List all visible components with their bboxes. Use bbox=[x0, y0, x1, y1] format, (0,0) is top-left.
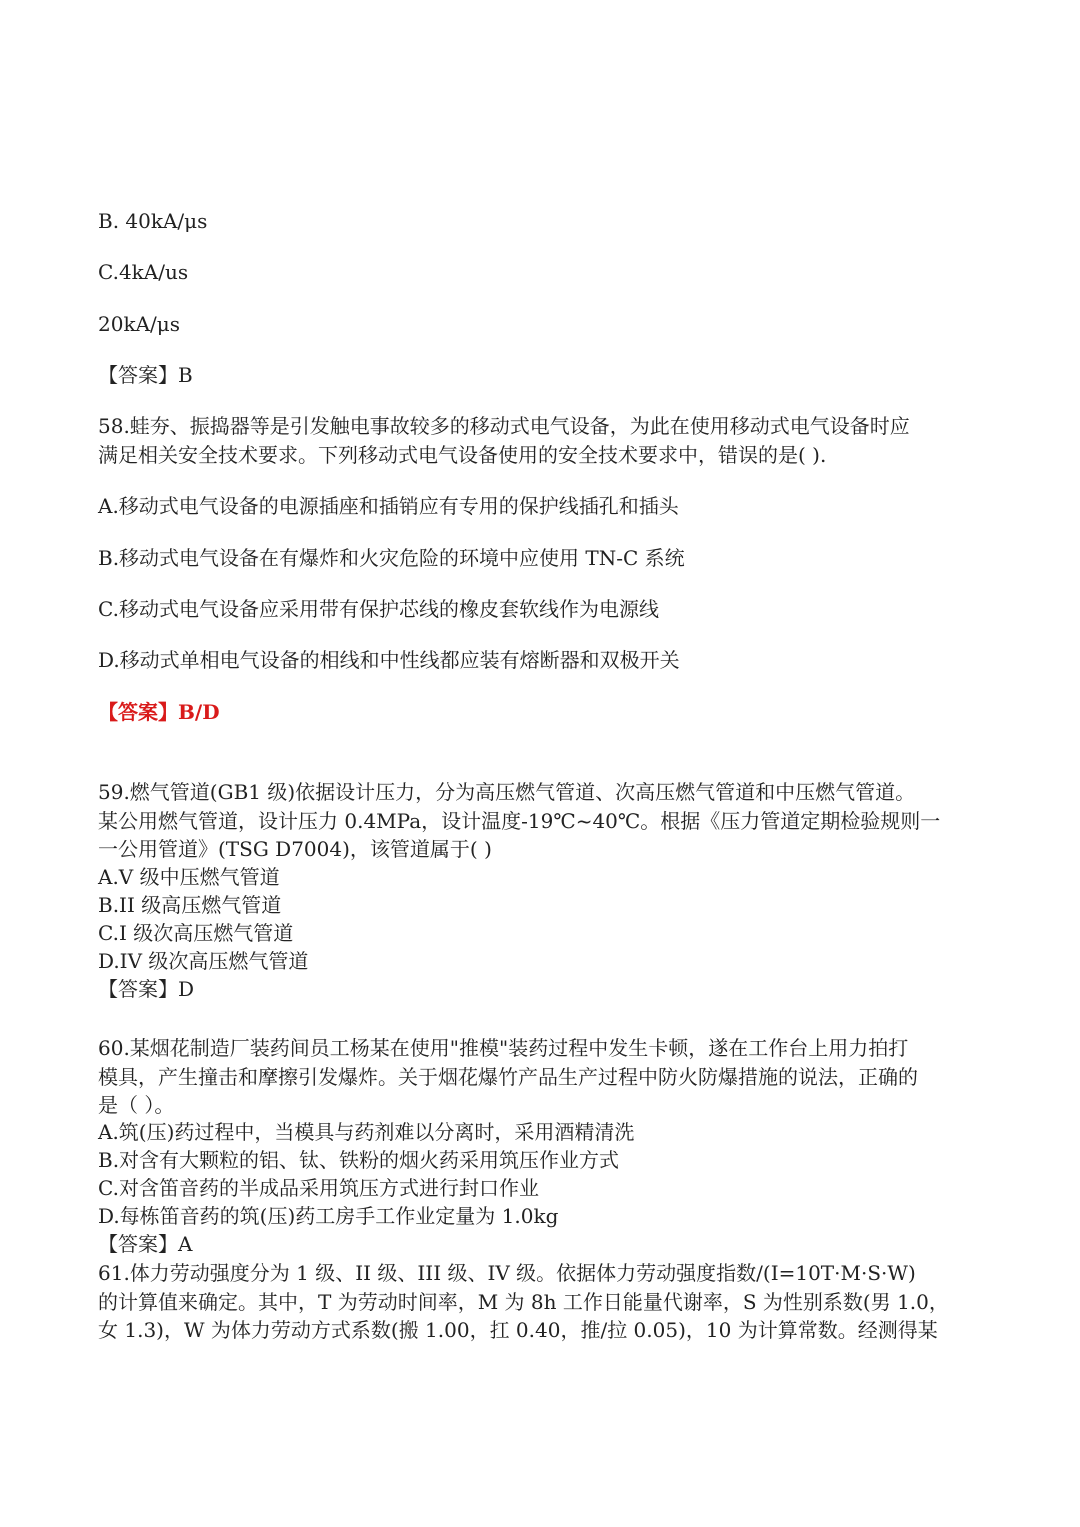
q57-option-c: C.4kA/us bbox=[98, 260, 189, 284]
q59-option-b: B.II 级高压燃气管道 bbox=[98, 893, 282, 917]
q60-answer: 【答案】A bbox=[98, 1232, 193, 1256]
q61-stem-line1: 61.体力劳动强度分为 1 级、II 级、III 级、IV 级。依据体力劳动强度指数/(I=10T·M·S·W) bbox=[98, 1261, 916, 1285]
q60-option-a: A.筑(压)药过程中，当模具与药剂难以分离时，采用酒精清洗 bbox=[98, 1120, 635, 1144]
q60-stem-line1: 60.某烟花制造厂装药间员工杨某在使用"推模"装药过程中发生卡顿，遂在工作台上用力拍打 bbox=[98, 1036, 909, 1060]
q59-stem-line1: 59.燃气管道(GB1 级)依据设计压力，分为高压燃气管道、次高压燃气管道和中压燃气管道。 bbox=[98, 780, 916, 804]
q60-option-d: D.每栋笛音药的筑(压)药工房手工作业定量为 1.0kg bbox=[98, 1204, 559, 1228]
q60-stem-line2: 模具，产生撞击和摩擦引发爆炸。关于烟花爆竹产品生产过程中防火防爆措施的说法，正确的 bbox=[98, 1065, 918, 1089]
q58-answer: 【答案】B/D bbox=[98, 700, 220, 724]
q60-stem-line3: 是（ ）。 bbox=[98, 1093, 175, 1117]
q60-option-c: C.对含笛音药的半成品采用筑压方式进行封口作业 bbox=[98, 1176, 539, 1200]
q57-option-b: B. 40kA/μs bbox=[98, 209, 208, 233]
q58-stem-line2: 满足相关安全技术要求。下列移动式电气设备使用的安全技术要求中，错误的是( ). bbox=[98, 443, 827, 467]
q59-stem-line2: 某公用燃气管道，设计压力 0.4MPa，设计温度-19℃~40℃。根据《压力管道定期检验规则一 bbox=[98, 809, 941, 833]
q59-option-c: C.I 级次高压燃气管道 bbox=[98, 921, 294, 945]
q58-option-b: B.移动式电气设备在有爆炸和火灾危险的环境中应使用 TN-C 系统 bbox=[98, 546, 685, 570]
q58-stem-line1: 58.蛙夯、振捣器等是引发触电事故较多的移动式电气设备，为此在使用移动式电气设备时应 bbox=[98, 414, 910, 438]
q59-answer: 【答案】D bbox=[98, 977, 195, 1001]
q60-option-b: B.对含有大颗粒的铝、钛、铁粉的烟火药采用筑压作业方式 bbox=[98, 1148, 620, 1172]
q59-stem-line3: 一公用管道》(TSG D7004)，该管道属于( ) bbox=[98, 837, 492, 861]
q61-stem-line3: 女 1.3)，W 为体力劳动方式系数(搬 1.00，扛 0.40，推/拉 0.05)，10 为计算常数。经测得某 bbox=[98, 1318, 938, 1342]
q58-option-a: A.移动式电气设备的电源插座和插销应有专用的保护线插孔和插头 bbox=[98, 494, 679, 518]
q59-option-a: A.V 级中压燃气管道 bbox=[98, 865, 280, 889]
q58-option-c: C.移动式电气设备应采用带有保护芯线的橡皮套软线作为电源线 bbox=[98, 597, 659, 621]
q57-option-d: 20kA/μs bbox=[98, 312, 181, 336]
q61-stem-line2: 的计算值来确定。其中，T 为劳动时间率，M 为 8h 工作日能量代谢率，S 为性别系数(男 1.0， bbox=[98, 1290, 949, 1314]
q59-option-d: D.IV 级次高压燃气管道 bbox=[98, 949, 309, 973]
q57-answer: 【答案】B bbox=[98, 363, 193, 387]
q58-option-d: D.移动式单相电气设备的相线和中性线都应装有熔断器和双极开关 bbox=[98, 648, 680, 672]
